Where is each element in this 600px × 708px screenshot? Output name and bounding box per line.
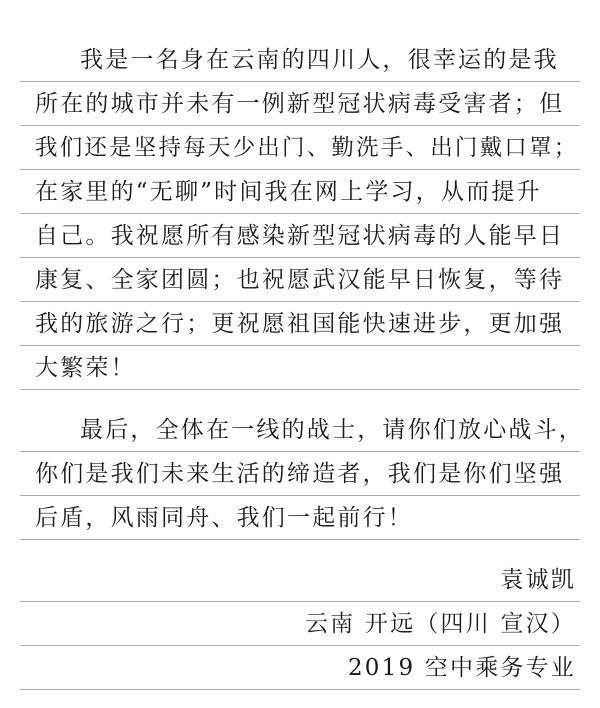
letter-text: 我是一名身在云南的四川人，很幸运的是我 xyxy=(80,47,559,73)
signature-class: 2019 空中乘务专业 xyxy=(347,655,576,681)
signature-place: 云南 开远（四川 宣汉） xyxy=(304,611,576,637)
signature-name: 袁诚凯 xyxy=(500,567,576,593)
signature-name-line xyxy=(0,558,600,602)
letter-text: 自己。我祝愿所有感染新型冠状病毒的人能早日 xyxy=(35,223,565,249)
letter-text: 大繁荣！ xyxy=(35,355,136,381)
letter-line xyxy=(0,408,600,452)
letter-line xyxy=(0,258,600,302)
letter-line xyxy=(0,82,600,126)
letter-line xyxy=(0,452,600,496)
letter-line xyxy=(0,346,600,390)
letter-line xyxy=(0,170,600,214)
letter-line xyxy=(0,302,600,346)
letter-text: 后盾，风雨同舟、我们一起前行！ xyxy=(35,505,413,531)
letter-line xyxy=(0,126,600,170)
letter-text: 我们还是坚持每天少出门、勤洗手、出门戴口罩； xyxy=(35,135,579,161)
signature-class-line xyxy=(0,646,600,690)
letter-line xyxy=(0,214,600,258)
ruled-line xyxy=(20,389,580,390)
letter-text: 最后，全体在一线的战士，请你们放心战斗， xyxy=(80,417,584,443)
letter-line xyxy=(0,38,600,82)
letter-text: 在家里的“无聊”时间我在网上学习，从而提升 xyxy=(35,179,542,205)
letter-text: 我的旅游之行；更祝愿祖国能快速进步，更加强 xyxy=(35,311,565,337)
letter-text: 你们是我们未来生活的缔造者，我们是你们坚强 xyxy=(35,461,565,487)
ruled-line xyxy=(20,539,580,540)
letter-text: 康复、全家团圆；也祝愿武汉能早日恢复，等待 xyxy=(35,267,565,293)
letter-line xyxy=(0,496,600,540)
letter-text: 所在的城市并未有一例新型冠状病毒受害者；但 xyxy=(35,91,565,117)
signature-place-line xyxy=(0,602,600,646)
ruled-line xyxy=(20,689,580,690)
